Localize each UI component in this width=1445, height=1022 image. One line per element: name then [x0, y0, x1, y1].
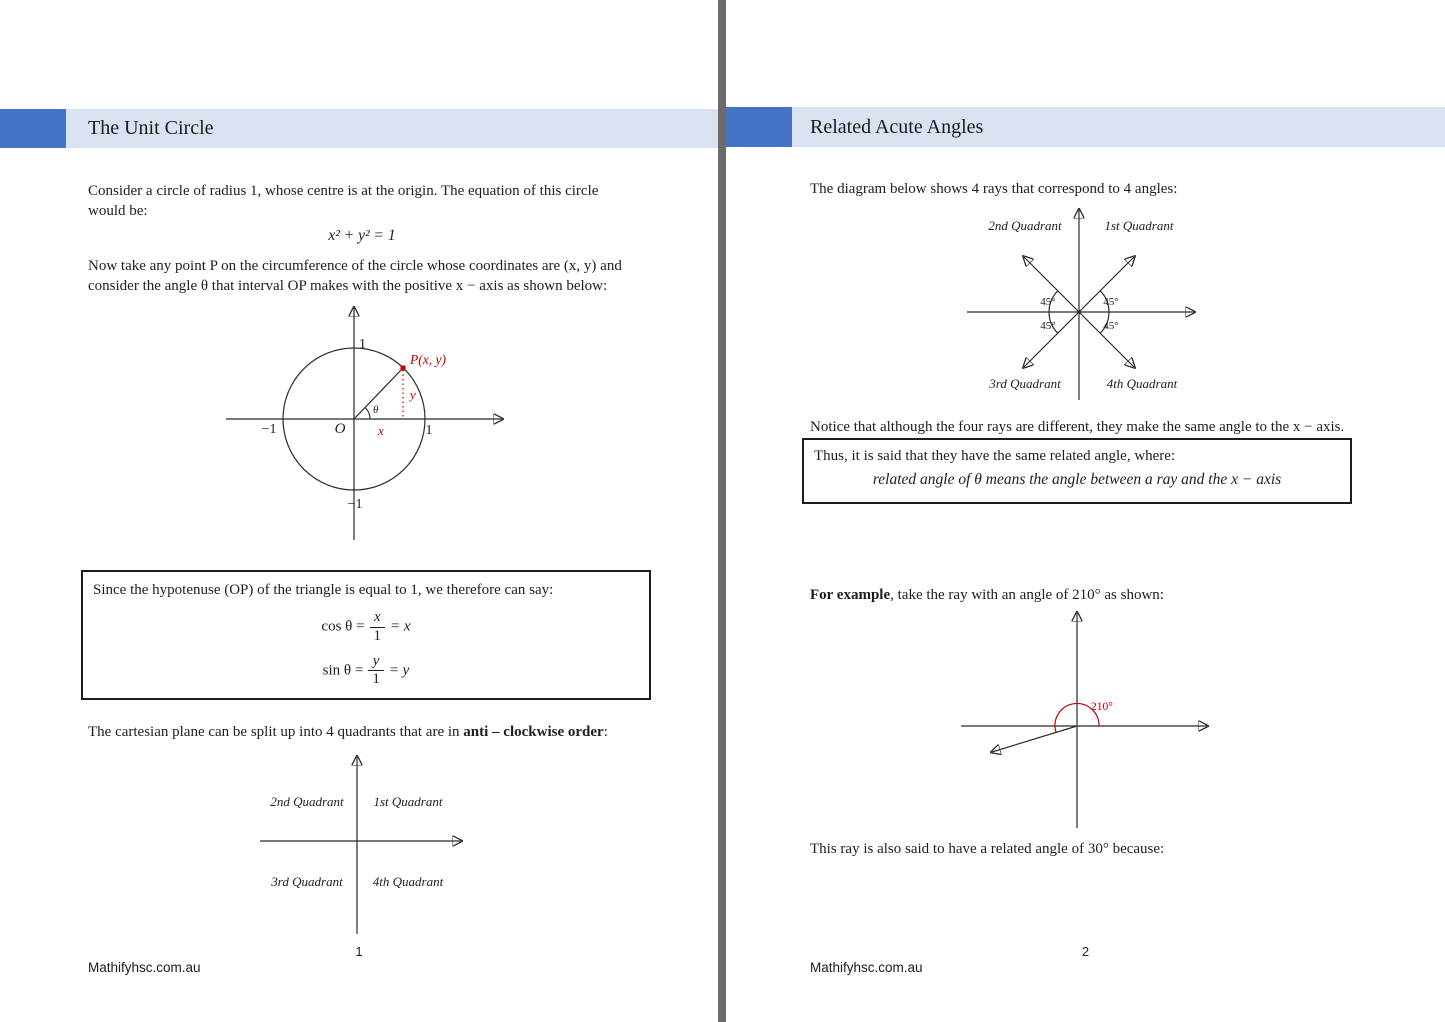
label-point-p: P(x, y) — [410, 352, 446, 367]
paragraph — [810, 585, 1390, 605]
text-segment: The cartesian plane can be split up into 4 quadrants that are in — [88, 724, 464, 740]
four-rays-diagram — [954, 202, 1204, 402]
label-quadrant-4: 4th Quadrant — [372, 874, 444, 889]
numerator: y — [372, 652, 380, 669]
result-box — [81, 570, 651, 700]
label-x: x — [378, 423, 384, 438]
quadrants-diagram — [252, 748, 472, 936]
eq-lhs: sin θ = — [322, 662, 364, 679]
label-210: 210° — [1091, 701, 1113, 713]
banner-accent-block — [726, 107, 792, 147]
unit-circle-diagram — [222, 300, 512, 545]
footer-site: Mathifyhsc.com.au — [810, 960, 923, 975]
box-line-1: Thus, it is said that they have the same related angle, where: — [814, 448, 1176, 464]
ray-210 — [992, 726, 1077, 752]
denominator: 1 — [370, 627, 386, 645]
label-theta: θ — [373, 404, 379, 416]
page-title: The Unit Circle — [88, 117, 214, 139]
label-quadrant-3: 3rd Quadrant — [989, 376, 1061, 391]
label-quadrant-4: 4th Quadrant — [1106, 376, 1178, 391]
box-line-2: related angle of θ means the angle between a ray and the x − axis — [872, 471, 1282, 488]
label-45-lower-left: 45° — [1040, 320, 1056, 332]
label-one-top: 1 — [359, 337, 366, 352]
label-quadrant-3: 3rd Quadrant — [271, 874, 343, 889]
theta-arc — [365, 408, 370, 420]
box-intro: Since the hypotenuse (OP) of the triangle is equal to 1, we therefore can say: — [93, 582, 554, 598]
numerator: x — [373, 609, 381, 625]
equation-unit-circle: x² + y² = 1 — [328, 227, 396, 244]
page-number: 1 — [355, 944, 363, 959]
footer-site: Mathifyhsc.com.au — [88, 960, 201, 975]
bold-segment: For example — [810, 587, 891, 603]
label-45-upper-right: 45° — [1103, 296, 1119, 308]
origin-dot — [1077, 310, 1081, 314]
label-quadrant-1: 1st Quadrant — [1104, 218, 1174, 233]
bold-segment: anti – clockwise order — [463, 724, 604, 740]
page-1 — [0, 0, 718, 1022]
label-one-right: 1 — [425, 423, 433, 438]
page-number: 2 — [1081, 944, 1090, 959]
paragraph: The diagram below shows 4 rays that correspond to 4 angles: — [810, 181, 1178, 197]
point-p-marker — [401, 366, 406, 371]
paragraph: Notice that although the four rays are different, they make the same angle to the x − axis. — [810, 419, 1345, 435]
equation-sin — [83, 654, 649, 689]
eq-lhs: cos θ = — [321, 618, 365, 635]
label-45-upper-left: 45° — [1040, 296, 1056, 308]
text-segment: , take the ray with an angle of 210° as shown: — [890, 587, 1164, 603]
equation-cos — [83, 610, 649, 645]
label-45-lower-right: 45° — [1103, 320, 1119, 332]
banner-accent-block — [0, 109, 66, 148]
angle-210-diagram — [954, 606, 1219, 834]
page-2 — [726, 0, 1445, 1022]
fraction — [368, 654, 384, 689]
denominator: 1 — [368, 670, 384, 688]
label-quadrant-2: 2nd Quadrant — [270, 794, 344, 809]
paragraph — [88, 722, 668, 742]
eq-rhs: = x — [390, 618, 411, 635]
radius-op — [354, 368, 403, 419]
paragraph: This ray is also said to have a related angle of 30° because: — [810, 841, 1165, 857]
text-segment: : — [603, 724, 608, 740]
label-minus-one-bottom: −1 — [347, 497, 363, 512]
label-quadrant-2: 2nd Quadrant — [988, 218, 1062, 233]
label-origin: O — [334, 421, 346, 437]
label-y: y — [410, 387, 416, 402]
page-title: Related Acute Angles — [810, 116, 984, 138]
paragraph: Now take any point P on the circumference of the circle whose coordinates are (x, y) and consider the angle θ that interval OP makes with the positive x − axis as shown below: — [88, 258, 622, 295]
label-quadrant-1: 1st Quadrant — [373, 794, 443, 809]
eq-rhs: = y — [388, 662, 410, 679]
fraction — [370, 610, 386, 645]
paragraph: Consider a circle of radius 1, whose centre is at the origin. The equation of this circle would be: — [88, 183, 599, 220]
label-minus-one-left: −1 — [261, 422, 277, 437]
page-divider — [718, 0, 726, 1022]
related-angle-box — [802, 438, 1352, 504]
